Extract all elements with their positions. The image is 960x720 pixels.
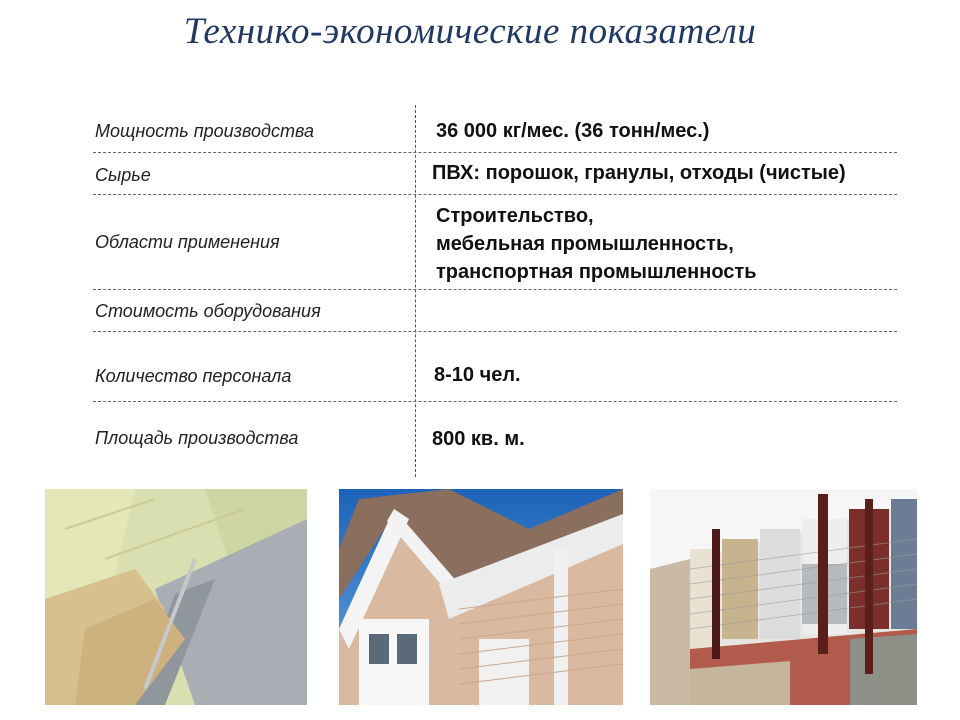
- house-roof-gutter-photo: [339, 489, 623, 705]
- staff-count-value: 8-10 чел.: [434, 364, 521, 386]
- application-line: Строительство,: [436, 205, 594, 227]
- capacity-label: Мощность производства: [95, 121, 314, 141]
- raw-material-value: ПВХ: порошок, гранулы, отходы (чистые): [432, 162, 846, 184]
- application-line: мебельная промышленность,: [436, 233, 734, 255]
- staff-count-label: Количество персонала: [95, 366, 292, 386]
- area-label: Площадь производства: [95, 428, 299, 448]
- equipment-cost-label: Стоимость оборудования: [95, 301, 321, 321]
- row-divider: [93, 289, 897, 290]
- application-value: [436, 202, 757, 286]
- application-label: Области применения: [95, 232, 280, 252]
- siding-panels-photo: [45, 489, 307, 705]
- table-vertical-divider: [415, 105, 416, 477]
- facade-siding-samples-photo: [650, 489, 917, 705]
- row-divider: [93, 331, 897, 332]
- capacity-value: 36 000 кг/мес. (36 тонн/мес.): [436, 120, 710, 142]
- raw-material-label: Сырье: [95, 165, 151, 185]
- application-line: транспортная промышленность: [436, 261, 757, 283]
- row-divider: [93, 152, 897, 153]
- page-title: Технико-экономические показатели: [183, 11, 757, 52]
- row-divider: [93, 194, 897, 195]
- area-value: 800 кв. м.: [432, 428, 525, 450]
- row-divider: [93, 401, 897, 402]
